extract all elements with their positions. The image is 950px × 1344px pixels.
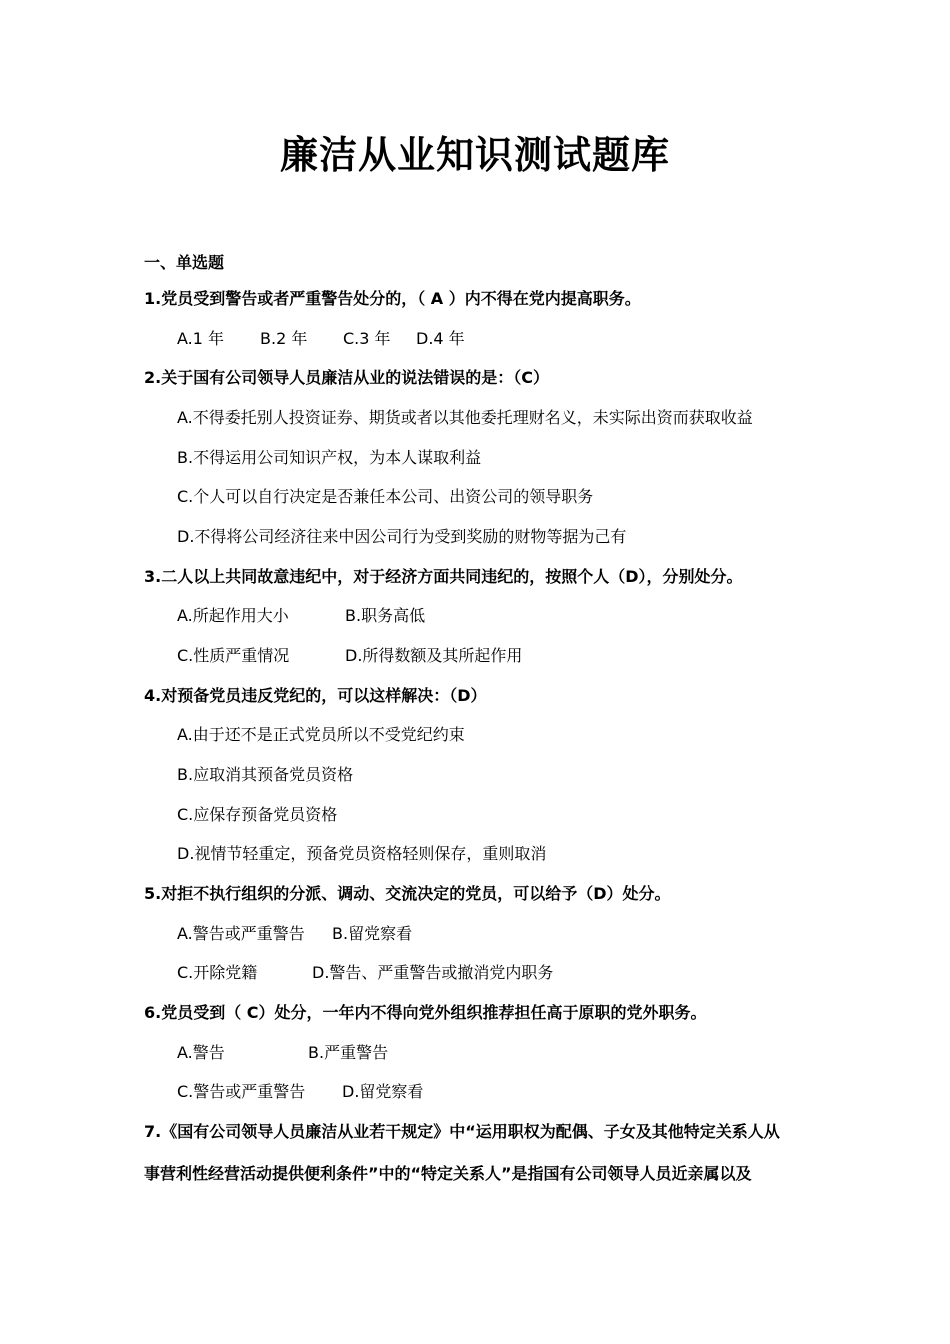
option-d: D.所得数额及其所起作用 — [345, 646, 523, 665]
question-4-stem: 4.对预备党员违反党纪的，可以这样解决：（D） — [144, 686, 487, 705]
page-title: 廉洁从业知识测试题库 — [279, 132, 670, 177]
question-2-option-a: A.不得委托别人投资证券、期货或者以其他委托理财名义，未实际出资而获取收益 — [177, 408, 753, 427]
question-6-options-row-2 — [177, 1082, 423, 1102]
question-2-option-b: B.不得运用公司知识产权，为本人谋取利益 — [177, 448, 482, 467]
question-7-stem-line-2: 事营利性经营活动提供便利条件”中的“特定关系人”是指国有公司领导人员近亲属以及 — [144, 1164, 752, 1183]
option-b: B.留党察看 — [332, 924, 413, 943]
option-b: B.2 年 — [260, 329, 308, 348]
option-d: D.警告、严重警告或撤消党内职务 — [312, 963, 554, 982]
section-heading: 一、单选题 — [144, 253, 225, 272]
question-6-stem: 6.党员受到（ C）处分，一年内不得向党外组织推荐担任高于原职的党外职务。 — [144, 1003, 707, 1022]
question-6-options-row-1 — [177, 1043, 388, 1063]
option-a: A.1 年 — [177, 329, 225, 348]
question-4-option-b: B.应取消其预备党员资格 — [177, 765, 354, 784]
question-5-stem: 5.对拒不执行组织的分派、调动、交流决定的党员，可以给予（D）处分。 — [144, 884, 671, 903]
option-d: D.留党察看 — [342, 1082, 424, 1101]
question-3-stem: 3.二人以上共同故意违纪中，对于经济方面共同违纪的，按照个人（D），分别处分。 — [144, 567, 743, 586]
option-a: A.警告 — [177, 1043, 225, 1062]
question-2-option-c: C.个人可以自行决定是否兼任本公司、出资公司的领导职务 — [177, 487, 594, 506]
question-2-option-d: D.不得将公司经济往来中因公司行为受到奖励的财物等据为己有 — [177, 527, 627, 546]
question-4-option-d: D.视情节轻重定，预备党员资格轻则保存，重则取消 — [177, 844, 547, 863]
option-b: B.职务高低 — [345, 606, 426, 625]
option-d: D.4 年 — [416, 329, 465, 348]
option-c: C.开除党籍 — [177, 963, 258, 982]
question-4-option-a: A.由于还不是正式党员所以不受党纪约束 — [177, 725, 465, 744]
question-3-options-row-1 — [177, 606, 425, 626]
question-1-options — [177, 329, 465, 349]
option-c: C.警告或严重警告 — [177, 1082, 306, 1101]
question-5-options-row-1 — [177, 924, 412, 944]
question-2-stem: 2.关于国有公司领导人员廉洁从业的说法错误的是：（C） — [144, 368, 549, 387]
option-c: C.3 年 — [343, 329, 391, 348]
question-1-stem: 1.党员受到警告或者严重警告处分的，（ A ）内不得在党内提高职务。 — [144, 289, 641, 308]
question-5-options-row-2 — [177, 963, 553, 983]
question-7-stem-line-1: 7.《国有公司领导人员廉洁从业若干规定》中“运用职权为配偶、子女及其他特定关系人从 — [144, 1122, 780, 1141]
option-a: A.警告或严重警告 — [177, 924, 305, 943]
option-b: B.严重警告 — [308, 1043, 389, 1062]
question-3-options-row-2 — [177, 646, 522, 666]
option-a: A.所起作用大小 — [177, 606, 289, 625]
option-c: C.性质严重情况 — [177, 646, 290, 665]
question-4-option-c: C.应保存预备党员资格 — [177, 805, 338, 824]
